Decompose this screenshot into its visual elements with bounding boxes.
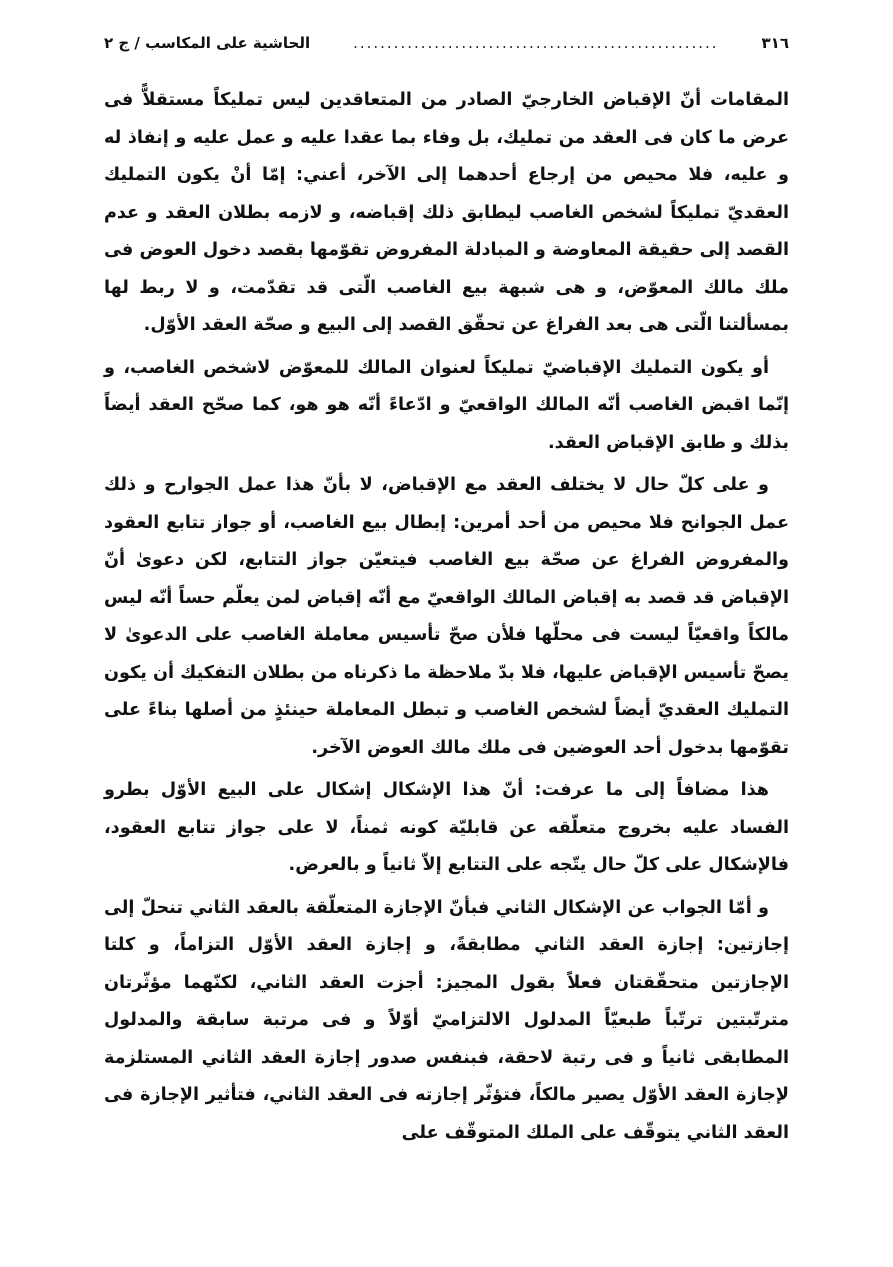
paragraph-1: المقامات أنّ الإقباض الخارجيّ الصادر من المتعاقدين ليس تمليكاً مستقلاًّ فى عرض ما كان فى العقد من تمليك، بل وفاء بما عقدا عليه و عمل عليه و إنفاذ له و عليه، فلا محيص من إرجاع أحدهما إلى الآخر، أعني: إمّا أنْ يكون التمليك العقديّ تمليكاً لشخص الغاصب ليطابق ذلك إقباضه، و لازمه بطلان العقد و عدم القصد إلى حقيقة المعاوضة و المبادلة المفروض تقوّمها بقصد دخول العوض فى ملك مالك المعوّض، و هى شبهة بيع الغاصب الّتى قد تقدّمت، و لا ربط لها بمسألتنا الّتى هى بعد الفراغ عن تحقّق القصد إلى البيع و صحّة العقد الأوّل. [104,90,789,335]
page-number: ٣١٦ [761,34,789,52]
paragraph-3: و على كلّ حال لا يختلف العقد مع الإقباض، لا بأنّ هذا عمل الجوارح و ذلك عمل الجوانح فلا محيص من أحد أمرين: إبطال بيع الغاصب، أو جواز تتابع العقود والمفروض الفراغ عن صحّة بيع الغاصب فيتعيّن جواز التتابع، لكن دعوىٰ أنّ الإقباض قد قصد به إقباض المالك الواقعيّ مع أنّه إقباض لمن يعلّم حساً أنّه ليس مالكاً واقعيّاً ليست فى محلّها فلأن صحّ تأسيس معاملة الغاصب على الدعوىٰ لا يصحّ تأسيس الإقباض عليها، فلا بدّ ملاحظة ما ذكرناه من بطلان التفكيك أن يكون التمليك العقديّ أيضاً لشخص الغاصب و تبطل المعاملة حينئذٍ من أصلها بناءً على تقوّمها بدخول أحد العوضين فى ملك مالك العوض الآخر. [104,475,789,758]
book-title: الحاشية على المكاسب / ج ٢ [104,34,311,52]
paragraph-5: و أمّا الجواب عن الإشكال الثاني فبأنّ الإجازة المتعلّقة بالعقد الثاني تنحلّ إلى إجازتين: إجازة العقد الثاني مطابقةً، و إجازة العقد الأوّل التزاماً، و كلتا الإجازتين متحقّقتان فعلاً بقول المجيز: أجزت العقد الثاني، لكنّهما مؤثّرتان مترتّبتين ترتّباً طبعيّاً المدلول الالتزاميّ أوّلاً و فى مرتبة سابقة والمدلول المطابقى ثانياً و فى رتبة لاحقة، فبنفس صدور إجازة العقد الثاني المستلزمة لإجازة العقد الأوّل يصير مالكاً، فتؤثّر إجازته فى العقد الثاني، فتأثير الإجازة فى العقد الثاني يتوقّف على الملك المتوقّف على [104,897,789,1143]
paragraph-2: أو يكون التمليك الإقباضيّ تمليكاً لعنوان المالك للمعوّض لاشخص الغاصب، و إنّما اقبض الغاصب أنّه المالك الواقعيّ و ادّعاءً أنّه هو هو، كما صحّح العقد أيضاً بذلك و طابق الإقباض العقد. [104,357,789,453]
paragraph-4: هذا مضافاً إلى ما عرفت: أنّ هذا الإشكال إشكال على البيع الأوّل بطرو الفساد عليه بخروج متعلّقه عن قابليّة كونه ثمناً، لا على جواز تتابع العقود، فالإشكال على كلّ حال يتّجه على التتابع إلاّ ثانياً و بالعرض. [104,780,789,875]
dot-leader: ...................................................... [353,34,719,52]
running-header [104,34,789,68]
body-text [104,82,789,1152]
